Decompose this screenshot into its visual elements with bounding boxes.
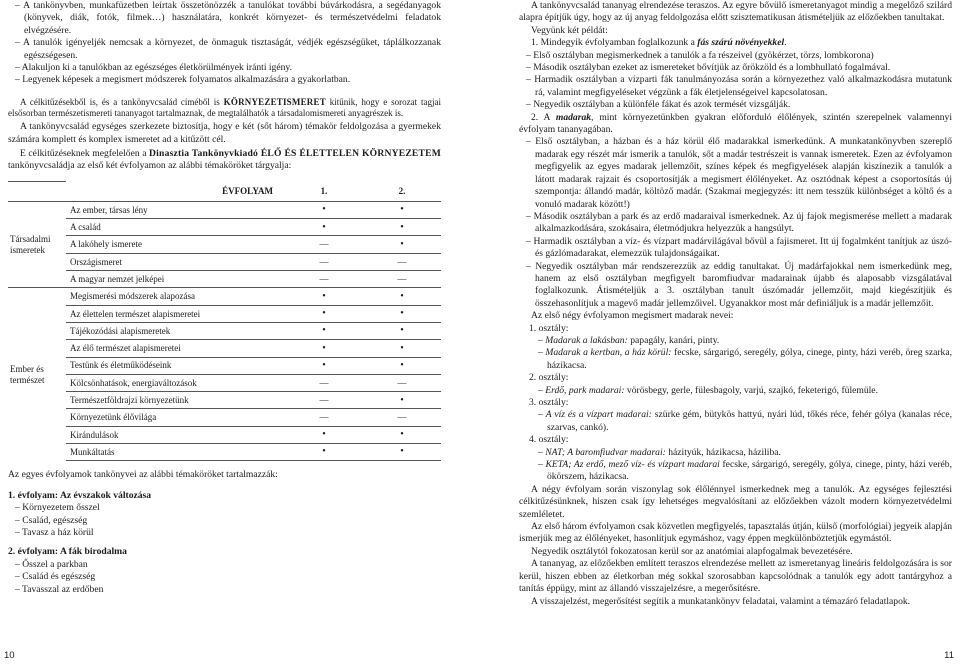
- table-cell-topic: Megismerési módszerek alapozása: [66, 288, 285, 305]
- paragraph-end-3: Negyedik osztálytól fokozatosan kerül sor az anatómiai alapfogalmak bevezetésére.: [531, 545, 853, 557]
- table-mark: [285, 340, 363, 357]
- table-mark: [285, 253, 363, 270]
- example-2: 2. A madarak, mint környezetünkben gyakran előforduló élőlények, szintén szerepelnek valamennyi évfolyam tananyagában.: [519, 111, 952, 136]
- table-cell-topic: Az élettelen természet alapismeretei: [66, 305, 285, 322]
- table-mark: [285, 409, 363, 426]
- table-mark: [363, 201, 441, 218]
- table-mark: [363, 236, 441, 253]
- table-group-label: Társadalmi ismeretek: [8, 201, 66, 287]
- table-mark: [285, 392, 363, 409]
- table-cell-topic: Tájékozódási alapismeretek: [66, 322, 285, 339]
- grade1-title: 1. évfolyam: Az évszakok változása: [8, 489, 152, 501]
- table-mark: [285, 236, 363, 253]
- grade-label: 1. osztály:: [529, 322, 569, 334]
- table-mark: [363, 253, 441, 270]
- page-number-right: 11: [944, 649, 954, 661]
- table-header-label: ÉVFOLYAM: [66, 181, 285, 201]
- table-mark: [285, 201, 363, 218]
- table-row: [8, 305, 441, 322]
- list-item: – A tanulók igényeljék nemcsak a környezet, de önmaguk tisztaságát, védjék egészségüket, táplálkozzanak egészségesen.: [8, 37, 441, 62]
- table-header-col1: 1.: [285, 181, 363, 201]
- table-cell-topic: Kölcsönhatások, energiaváltozások: [66, 374, 285, 391]
- table-cell-topic: Természetföldrajzi környezetünk: [66, 392, 285, 409]
- paragraph-end-4: A tananyag, az előzőekben említett teraszos elrendezése mellett az ismeretanyag lineáris feldolgozására is sor kerül, hiszen ebben az életkorban még sokkal szorosabban kapcsolódnak a tanulók egy adott tantárgyhoz a tanítás éppügy, mint az állandó visszajelzésre, a megerősítésre.: [519, 558, 952, 595]
- list-item: – Erdő, park madarai: vörösbegy, gerle, fülesbagoly, varjú, szajkó, feketerigó, fülemüle.: [519, 385, 952, 397]
- table-mark: [363, 409, 441, 426]
- list-item: – Első osztályban megismerkednek a tanulók a fa részeivel (gyökérzet, törzs, lombkorona): [519, 50, 952, 62]
- paragraph-end-5: A visszajelzést, megerősítést segítik a munkatankönyv feladatai, valamint a témazáró feladatlapok.: [531, 595, 911, 607]
- list-item: – Első osztályban, a házban és a ház körül élő madarakkal ismerkedünk. A munkatankönyvben szereplő madarak egy részét már ismerik a tanulók, sőt a madár testrészeit is vannak ismeretek. Ezen az évfolyamon megfigyelik az egyes madarak jellemzőit, színes képek és megfigyelések alapján kiszínezik a tanulók a látott madarak rajzait és csoportosítják a megismert élőlényeket. Az osztódnak képest a csoportosítás új szempontja: állandó madár, költöző madár. (Szakmai megjegyzés: itt nem tesszük különbséget a költő és a vonuló madarak között!): [519, 136, 952, 210]
- list-item: – Harmadik osztályban a vízparti fák tanulmányozása során a környezethez való alkalmazkodásra mutatunk rá, valamint megfigyeléseket végzünk a fák életjelenségeivel kapcsolatosan.: [519, 74, 952, 99]
- table-mark: [285, 374, 363, 391]
- table-mark: [363, 444, 441, 461]
- table-mark: [363, 288, 441, 305]
- intro-bullets: [8, 0, 441, 87]
- list-item: – Második osztályban ezeket az ismereteket bővítjük az őrökzöld és a lombhullató fogalmával.: [519, 62, 952, 74]
- table-row: [8, 201, 441, 218]
- table-mark: [285, 322, 363, 339]
- list-item: – Család, egészség: [8, 515, 441, 527]
- table-mark: [363, 392, 441, 409]
- list-item: – Alakuljon ki a tanulókban az egészséges életkörülmények iránti igény.: [8, 62, 441, 74]
- grade-label: 3. osztály:: [529, 397, 569, 408]
- list-item: – Tavasz a ház körül: [8, 527, 441, 539]
- table-mark: [363, 426, 441, 443]
- table-cell-topic: A család: [66, 219, 285, 236]
- paragraph-1: A célkitűzésekből is, és a tankönyvcsalád címéből is KÖRNYEZETISMERET kitűnik, hogy e sorozat tagjai elsősorban természetismereti tananyagot tartalmaznak, de megtalálhatók a társadalomismereti anyagrészek is.: [8, 96, 441, 119]
- left-page: [8, 0, 441, 596]
- table-row: [8, 426, 441, 443]
- table-cell-topic: A magyar nemzet jelképei: [66, 271, 285, 288]
- list-item: – Legyenek képesek a megismert módszerek folyamatos alkalmazására a gyakorlatban.: [8, 74, 441, 86]
- table-mark: [363, 374, 441, 391]
- table-mark: [285, 219, 363, 236]
- table-row: [8, 392, 441, 409]
- table-header-col2: 2.: [363, 181, 441, 201]
- table-header-row: [8, 181, 441, 201]
- list-item: – Harmadik osztályban a víz- és vízpart madárvilágával bővül a fajismeret. Itt új fogalmként tanítjuk az úszó- és gázlómadarakat, elemezzük tulajdonságaikat.: [519, 236, 952, 261]
- table-cell-topic: Országismeret: [66, 253, 285, 270]
- list-item: – Második osztályban a park és az erdő madaraival ismerkednek. Az új fajok megismerése mellett a madarak alkalmazkodására, szokásaira, életmódjukra helyezzük a hangsúlyt.: [519, 211, 952, 236]
- list-item: – Negyedik osztályban a különféle fákat és azok termését vizsgálják.: [519, 99, 952, 111]
- right-page: [519, 0, 952, 608]
- table-mark: [285, 305, 363, 322]
- list-item: – Negyedik osztályban már rendszerezzük az eddig tanultakat. Új madárfajokkal nem ismerkedünk meg, hanem az első osztályban megfigyelt baromfiudvar madarainak újabb és alaposabb vizsgálatával foglalkozunk. Átismételjük a 3. osztályban tanult úszómadár jellemzőit, majd kiegészítjük és összehasonlítjuk a magevő madár jellemzőivel. Ugyanakkor most már definiáljuk is a madár jellemzőit.: [519, 261, 952, 311]
- table-cell-topic: Kirándulások: [66, 426, 285, 443]
- table-row: [8, 409, 441, 426]
- table-cell-topic: Testünk és életműködéseink: [66, 357, 285, 374]
- table-row: [8, 271, 441, 288]
- list-item: – Környezetem ősszel: [8, 502, 441, 514]
- grade-label: 2. osztály:: [529, 372, 569, 384]
- table-row: [8, 253, 441, 270]
- topics-table: [8, 181, 441, 461]
- table-group-label: Ember és természet: [8, 288, 66, 461]
- examples-label: Vegyünk két példát:: [531, 24, 608, 36]
- table-row: [8, 340, 441, 357]
- grade-label: 4. osztály:: [529, 434, 569, 446]
- table-mark: [285, 444, 363, 461]
- after-table-text: Az egyes évfolyamok tankönyvei az alábbi témaköröket tartalmazzák:: [8, 469, 278, 481]
- table-row: [8, 288, 441, 305]
- paragraph-end-1: A négy évfolyam során viszonylag sok élőlénnyel ismerkednek meg a tanulók. Az egységes fejlesztési célkitűzésünknek, hiszen csak így lehetséges megvalósítani az előzőekben vázolt modern környezetvédelmi szemléletet.: [519, 483, 952, 520]
- list-item: – Madarak a kertban, a ház körül: fecske, sárgarigó, seregély, gólya, cinege, pinty, házi veréb, öreg szarka, házikacsa.: [519, 347, 952, 372]
- table-row: [8, 219, 441, 236]
- list-item: – KETA; Az erdő, mező víz- és vízpart madarai fecske, sárgarigó, seregély, gólya, cinege, pinty, házi veréb, ökörszem, házikacsa.: [519, 459, 952, 484]
- table-mark: [363, 340, 441, 357]
- table-cell-topic: Munkáltatás: [66, 444, 285, 461]
- paragraph-3: E célkitűzéseknek megfelelően a Dinasztia Tankönyvkiadó ÉLŐ ÉS ÉLETTELEN KÖRNYEZETEM tankönyvcsaládja az első két évfolyamon az alábbi témaköröket tárgyalja:: [8, 148, 441, 172]
- table-row: [8, 357, 441, 374]
- bird-list-intro: Az első négy évfolyamon megismert madarak nevei:: [531, 310, 734, 322]
- table-row: [8, 322, 441, 339]
- table-mark: [285, 271, 363, 288]
- table-row: [8, 236, 441, 253]
- table-mark: [285, 288, 363, 305]
- table-cell-topic: A lakóhely ismerete: [66, 236, 285, 253]
- list-item: – NAT; A baromfiudvar madarai: házityúk, házikacsa, háziliba.: [519, 447, 952, 459]
- table-row: [8, 444, 441, 461]
- paragraph-end-2: Az első három évfolyamon csak közvetlen megfigyelés, tapasztalás útján, külső (morfológiai) jegyeik alapján ismerjük meg az élőlényeket, hasonlítjuk egymáshoz, vagy éppen megkülönböztetjük egymástól.: [519, 521, 952, 545]
- list-item: – A tankönyvben, munkafüzetben leírtak összetönözzék a tanulókat további búvárkodásra, a segédanyagok (könyvek, diák, fotók, filmek…) használatára, konkrét környezet- és természetvédelmi feladatok elvégzésére.: [8, 0, 441, 37]
- list-item: – Család és egészség: [8, 571, 441, 583]
- example-1: 1. Mindegyik évfolyamban foglalkozunk a fás szárú növényekkel.: [531, 37, 787, 49]
- table-cell-topic: Az élő természet alapismeretei: [66, 340, 285, 357]
- table-mark: [285, 357, 363, 374]
- list-item: – Madarak a lakásban: papagály, kanári, pinty.: [519, 335, 952, 347]
- list-item: – Ősszel a parkban: [8, 559, 441, 571]
- list-item: – Tavasszal az erdőben: [8, 584, 441, 596]
- table-row: [8, 374, 441, 391]
- paragraph-2: A tankönyvcsalád egységes szerkezete biztosítja, hogy e két (sőt három) témakör feldolgozása a gyermekek számára komplett és komplex ismeretet ad a kitűzött cél.: [8, 121, 441, 145]
- list-item: – A víz és a vízpart madarai: szürke gém, bütykös hattyú, nyári lúd, tőkés réce, fehér gólya (kanalas réce, szarvas, cankó).: [519, 409, 952, 434]
- table-mark: [363, 305, 441, 322]
- page-number-left: 10: [4, 649, 15, 661]
- grade2-title: 2. évfolyam: A fák birodalma: [8, 546, 127, 558]
- table-cell-topic: Az ember, társas lény: [66, 201, 285, 218]
- table-mark: [363, 322, 441, 339]
- table-mark: [285, 426, 363, 443]
- table-mark: [363, 271, 441, 288]
- paragraph-terraced: A tankönyvcsalád tananyag elrendezése teraszos. Az egyre bővülő ismeretanyagot mindig a megelőző szilárd alapra építjük úgy, hogy az új anyag feldolgozása előtt szisztematikusan átismételjük az előzőekben tanultakat.: [519, 0, 952, 24]
- table-mark: [363, 219, 441, 236]
- table-mark: [363, 357, 441, 374]
- table-cell-topic: Környezetünk élővilága: [66, 409, 285, 426]
